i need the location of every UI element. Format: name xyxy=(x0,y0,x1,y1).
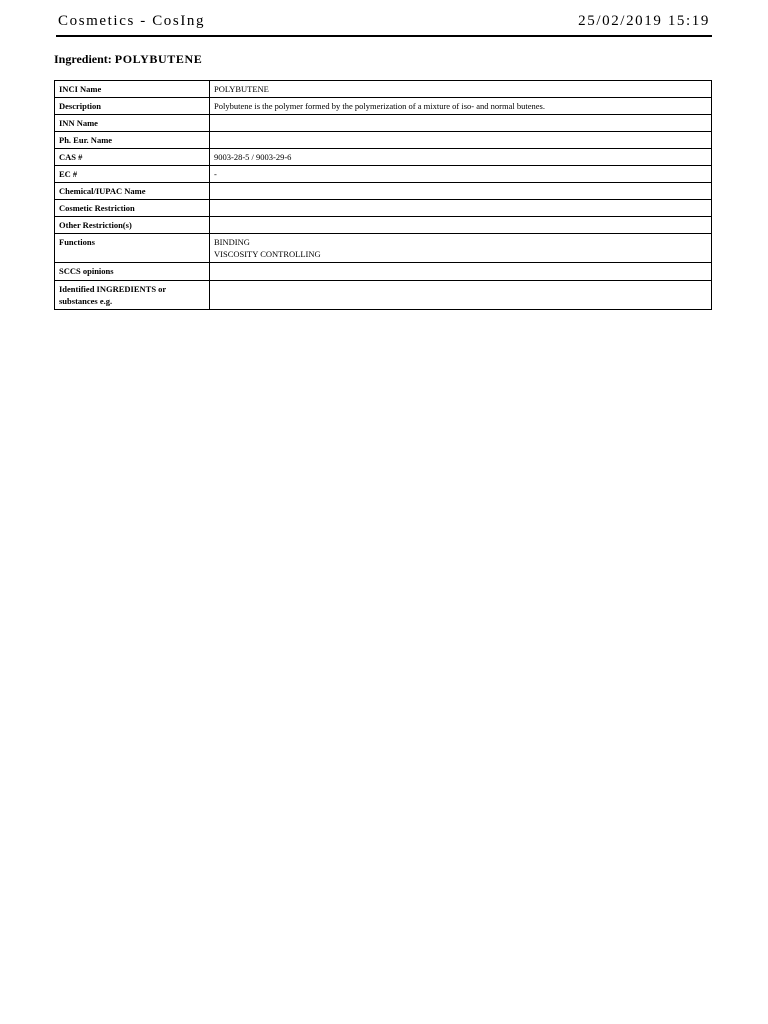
table-row xyxy=(55,81,712,98)
table-row xyxy=(55,217,712,234)
row-value-cas-number: 9003-28-5 / 9003-29-6 xyxy=(210,149,712,166)
row-value-identified-ingredients xyxy=(210,281,712,310)
row-value-ph-eur-name xyxy=(210,132,712,149)
row-label-ec-number: EC # xyxy=(55,166,210,183)
page-header xyxy=(56,13,712,37)
table-row xyxy=(55,183,712,200)
table-row xyxy=(55,200,712,217)
row-label-sccs-opinions: SCCS opinions xyxy=(55,263,210,281)
print-datetime: 25/02/2019 15:19 xyxy=(578,13,710,29)
table-row xyxy=(55,115,712,132)
row-label-identified-ingredients: Identified INGREDIENTS or substances e.g. xyxy=(55,281,210,310)
ingredient-heading-name: POLYBUTENE xyxy=(114,52,203,66)
document-title: Cosmetics - CosIng xyxy=(58,13,206,29)
table-row xyxy=(55,166,712,183)
row-value-inci-name: POLYBUTENE xyxy=(210,81,712,98)
table-row xyxy=(55,132,712,149)
table-row xyxy=(55,281,712,310)
row-label-description: Description xyxy=(55,98,210,115)
row-value-functions: BINDING VISCOSITY CONTROLLING xyxy=(210,234,712,263)
row-value-ec-number: - xyxy=(210,166,712,183)
row-value-cosmetic-restriction xyxy=(210,200,712,217)
ingredient-heading xyxy=(54,52,202,67)
table-row xyxy=(55,263,712,281)
row-label-other-restrictions: Other Restriction(s) xyxy=(55,217,210,234)
table-row xyxy=(55,234,712,263)
row-label-cas-number: CAS # xyxy=(55,149,210,166)
row-value-other-restrictions xyxy=(210,217,712,234)
row-label-chemical-iupac-name: Chemical/IUPAC Name xyxy=(55,183,210,200)
row-value-chemical-iupac-name xyxy=(210,183,712,200)
row-label-inn-name: INN Name xyxy=(55,115,210,132)
row-label-ph-eur-name: Ph. Eur. Name xyxy=(55,132,210,149)
table-row xyxy=(55,149,712,166)
row-label-inci-name: INCI Name xyxy=(55,81,210,98)
ingredient-heading-label: Ingredient: xyxy=(54,52,112,66)
row-value-description: Polybutene is the polymer formed by the polymerization of a mixture of iso- and normal butenes. xyxy=(210,98,712,115)
row-value-inn-name xyxy=(210,115,712,132)
ingredient-properties-table xyxy=(54,80,712,310)
row-label-functions: Functions xyxy=(55,234,210,263)
row-value-sccs-opinions xyxy=(210,263,712,281)
table-row xyxy=(55,98,712,115)
row-label-cosmetic-restriction: Cosmetic Restriction xyxy=(55,200,210,217)
